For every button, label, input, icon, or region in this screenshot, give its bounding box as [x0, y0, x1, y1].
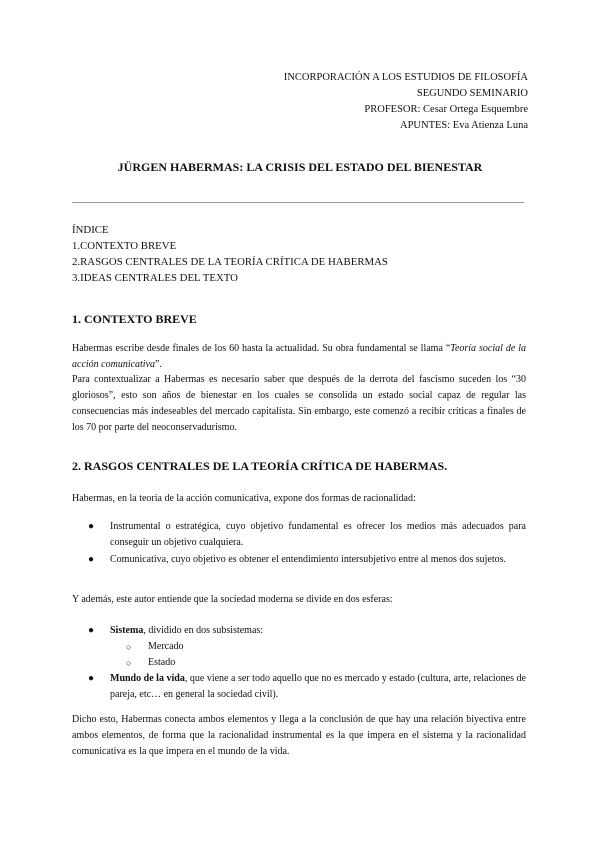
section-heading-context: 1. CONTEXTO BREVE — [72, 312, 197, 326]
sublist-item — [72, 655, 526, 671]
spheres-list — [72, 623, 526, 703]
list-item-text: , que viene a ser todo aquello que no es mercado y estado (cultura, arte, relaciones de pareja, etc… en general la sociedad civil). — [110, 673, 526, 700]
section-heading-critical-theory: 2. RASGOS CENTRALES DE LA TEORÍA CRÍTICA DE HABERMAS. — [72, 459, 448, 473]
conclusion-paragraph: Dicho esto, Habermas conecta ambos elementos y llega a la conclusión de que hay una relación biyectiva entre ambos elementos, de forma que la racionalidad instrumental es la que impera en el sistema y la racionalidad comunicativa es la que impera en el mundo de la vida. — [72, 714, 526, 757]
book-title: Teoría social de la acción comunicativa — [72, 343, 527, 370]
index-item: 2.RASGOS CENTRALES DE LA TEORÍA CRÍTICA DE HABERMAS — [72, 256, 388, 268]
hollow-bullet-icon: ○ — [126, 658, 132, 668]
header-notes-author: APUNTES: Eva Atienza Luna — [399, 120, 528, 131]
sublist-container — [72, 639, 526, 671]
header-course: INCORPORACIÓN A LOS ESTUDIOS DE FILOSOFÍA — [283, 72, 528, 83]
bullet-icon: ● — [88, 554, 95, 565]
index-item: 1.CONTEXTO BREVE — [72, 240, 177, 252]
list-item-text: , dividido en dos subsistemas: — [143, 625, 264, 636]
list-item-text: Comunicativa, cuyo objetivo es obtener el entendimiento intersubjetivo entre al menos dos sujetos. — [110, 554, 507, 565]
index-heading: ÍNDICE — [72, 224, 109, 236]
context-paragraph-2: Para contextualizar a Habermas es necesario saber que después de la derrota del fascismo suceden los “30 gloriosos”, esto son años de bienestar en los cuales se consolida un estado social capaz de regular las consecuencias más indeseables del mercado capitalista. Sin embargo, este comenzó a recibir críticas a finales de los 70 por parte del neoconservadurismo. — [72, 374, 526, 433]
document-header — [284, 70, 528, 134]
header-seminar: SEGUNDO SEMINARIO — [416, 88, 528, 99]
spheres-intro: Y además, este autor entiende que la sociedad moderna se divide en dos esferas: — [72, 594, 393, 605]
bullet-icon: ● — [88, 521, 95, 532]
list-item — [72, 671, 526, 703]
subsystem-list — [72, 639, 526, 671]
rationality-intro: Habermas, en la teoría de la acción comunicativa, expone dos formas de racionalidad: — [72, 493, 416, 504]
horizontal-divider — [72, 202, 524, 203]
context-text-end: ”. — [155, 359, 162, 370]
bullet-icon: ● — [88, 625, 95, 636]
bullet-icon: ● — [88, 673, 95, 684]
context-text: Habermas escribe desde finales de los 60 hasta la actualidad. Su obra fundamental se llama “ — [72, 343, 451, 354]
subsystem-label: Estado — [148, 657, 176, 668]
context-paragraph-1 — [72, 341, 526, 373]
list-item — [72, 623, 526, 639]
index-item: 3.IDEAS CENTRALES DEL TEXTO — [72, 272, 238, 284]
subsystem-label: Mercado — [148, 641, 184, 652]
header-professor: PROFESOR: Cesar Ortega Esquembre — [364, 104, 528, 115]
rationality-list — [72, 519, 526, 568]
list-item — [72, 552, 526, 568]
document-title: JÜRGEN HABERMAS: LA CRISIS DEL ESTADO DEL BIENESTAR — [117, 160, 483, 174]
sublist-item — [72, 639, 526, 655]
hollow-bullet-icon: ○ — [126, 642, 132, 652]
list-item-text: Instrumental o estratégica, cuyo objetivo fundamental es ofrecer los medios más adecuados para conseguir un objetivo cualquiera. — [110, 521, 526, 548]
list-item — [72, 519, 526, 551]
term-mundo-de-la-vida: Mundo de la vida — [110, 673, 185, 684]
term-sistema: Sistema — [110, 625, 144, 636]
table-of-contents — [72, 222, 388, 286]
